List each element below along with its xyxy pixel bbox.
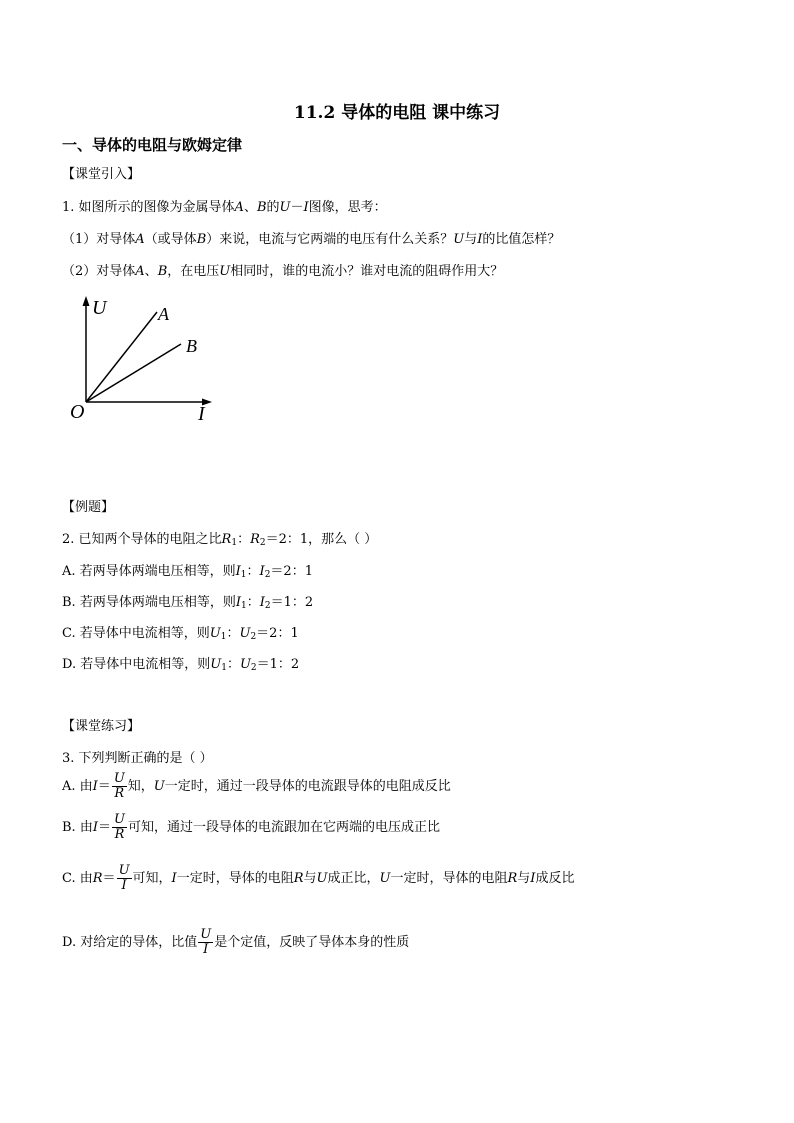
q3-c-fraction xyxy=(117,864,132,893)
q2-a-post: ＝2：1 xyxy=(270,564,313,579)
q3-c-eq: ＝ xyxy=(102,871,116,886)
q1-p1-var-a: A xyxy=(135,232,145,247)
page-title: 11.2 导体的电阻 课中练习 xyxy=(293,103,501,123)
q3-d-fraction xyxy=(198,928,213,957)
q2-r2: R xyxy=(250,532,260,547)
q1-minus: － xyxy=(290,200,304,215)
q3-a-num: U xyxy=(113,771,125,786)
q1-stem-a: 1. 如图所示的图像为金属导体 xyxy=(62,200,235,215)
q1-p1-e: 的比值怎样？ xyxy=(482,232,561,247)
q2-c-u1: U xyxy=(209,626,221,641)
q2-b-i1-sub: 1 xyxy=(240,601,247,611)
q2-r1: R xyxy=(221,532,232,547)
q2-b-pre: B. 若两导体两端电压相等，则 xyxy=(62,595,236,610)
q3-a-eq: ＝ xyxy=(97,779,111,794)
q2-b-i2: I xyxy=(259,595,265,610)
q1-p1-a: （1）对导体 xyxy=(62,232,136,247)
q2-d-u2-sub: 2 xyxy=(250,663,257,673)
practice-label: 【课堂练习】 xyxy=(62,719,141,734)
q2-stem-a: 2. 已知两个导体的电阻之比 xyxy=(62,532,222,547)
q1-sep: 、 xyxy=(243,200,257,215)
q3-a-den: R xyxy=(114,786,125,801)
q2-c-u2: U xyxy=(239,626,251,641)
q2-d-u1-sub: 1 xyxy=(221,663,227,673)
q3-c-post: 可知， xyxy=(132,871,172,886)
q3-b-eq: ＝ xyxy=(97,820,111,835)
q1-p2-a: （2）对导体 xyxy=(62,264,136,279)
line-a xyxy=(86,312,157,402)
q1-p1-b: （或导体 xyxy=(144,232,197,247)
q1-p2-var-a: A xyxy=(135,264,145,279)
q3-c-m1: 一定时，导体的电阻 xyxy=(176,871,294,886)
q2-d-u1: U xyxy=(210,657,222,672)
q1-p1-d: 与 xyxy=(464,232,478,247)
q2-b-post: ＝1：2 xyxy=(270,595,314,610)
q2-a-pre: A. 若两导体两端电压相等，则 xyxy=(62,564,236,579)
q1-p2-var-u: U xyxy=(219,264,231,279)
q3-c-m5: 与 xyxy=(517,871,531,886)
q3-d-pre: D. 对给定的导体，比值 xyxy=(62,935,198,950)
q3-c-r: R xyxy=(92,871,103,886)
q2-d-u2: U xyxy=(239,657,251,672)
q3-c-u1: U xyxy=(316,871,328,886)
q3-stem: 3. 下列判断正确的是（ ） xyxy=(62,751,213,766)
q3-option-d xyxy=(62,928,409,957)
q2-r1-sub: 1 xyxy=(231,538,238,548)
line-a-label: A xyxy=(158,304,169,324)
q3-b-pre: B. 由 xyxy=(62,820,93,835)
q2-b-colon: ： xyxy=(246,595,260,610)
intro-label: 【课堂引入】 xyxy=(62,167,141,182)
q3-c-u2: U xyxy=(379,871,391,886)
q3-option-c xyxy=(62,864,574,893)
q3-b-den: R xyxy=(114,827,125,842)
q2-c-u1-sub: 1 xyxy=(220,632,227,642)
q1-var-i: I xyxy=(303,200,309,215)
q2-d-pre: D. 若导体中电流相等，则 xyxy=(62,657,211,672)
q2-d-colon: ： xyxy=(226,657,240,672)
q1-p1-var-i: I xyxy=(477,232,483,247)
origin-label: O xyxy=(70,401,85,422)
q3-a-fraction xyxy=(112,772,127,801)
q2-c-pre: C. 若导体中电流相等，则 xyxy=(62,626,210,641)
q3-option-b xyxy=(62,813,440,842)
q3-c-m3: 成正比， xyxy=(327,871,380,886)
q1-p2-b: ，在电压 xyxy=(167,264,220,279)
example-label: 【例题】 xyxy=(62,500,115,515)
x-axis-label: I xyxy=(198,403,205,422)
q3-c-pre: C. 由 xyxy=(62,871,93,886)
y-axis-arrow-icon xyxy=(83,296,90,306)
q2-a-colon: ： xyxy=(246,564,260,579)
q1-var-b: B xyxy=(256,200,267,215)
ui-graph xyxy=(66,292,226,422)
q2-a-i1: I xyxy=(235,564,241,579)
q3-d-num: U xyxy=(200,927,212,942)
q2-d-post: ＝1：2 xyxy=(256,657,300,672)
q2-colon: ： xyxy=(237,532,251,547)
q3-d-den: I xyxy=(203,942,209,957)
q2-stem xyxy=(62,532,377,548)
q3-a-tail: 一定时，通过一段导体的电流跟导体的电阻成反比 xyxy=(164,779,451,794)
y-axis-label: U xyxy=(92,297,107,319)
q2-c-colon: ： xyxy=(226,626,240,641)
q1-part1 xyxy=(62,232,560,248)
q1-var-a: A xyxy=(234,200,244,215)
q3-c-num: U xyxy=(118,863,130,878)
q2-a-i2: I xyxy=(259,564,265,579)
q3-c-r2: R xyxy=(507,871,518,886)
q2-option-d xyxy=(62,657,299,673)
q1-p1-var-u: U xyxy=(453,232,465,247)
q1-p1-c: ）来说，电流与它两端的电压有什么关系？ xyxy=(206,232,454,247)
q3-a-post: 知， xyxy=(127,779,154,794)
q3-d-post: 是个定值，反映了导体本身的性质 xyxy=(214,935,410,950)
q3-option-a xyxy=(62,772,451,801)
q3-c-den: I xyxy=(121,878,127,893)
q2-option-c xyxy=(62,626,299,642)
q1-p1-var-b: B xyxy=(196,232,207,247)
line-b xyxy=(86,344,181,402)
q3-c-m2: 与 xyxy=(303,871,317,886)
section-heading: 一、导体的电阻与欧姆定律 xyxy=(62,136,243,154)
q2-c-u2-sub: 2 xyxy=(250,632,257,642)
q1-var-u: U xyxy=(279,200,291,215)
q1-p2-var-b: B xyxy=(157,264,168,279)
q3-b-fraction xyxy=(112,813,127,842)
q3-a-pre: A. 由 xyxy=(62,779,93,794)
q3-c-m4: 一定时，导体的电阻 xyxy=(390,871,508,886)
q1-stem xyxy=(62,200,387,216)
q3-b-num: U xyxy=(113,812,125,827)
q2-b-i1: I xyxy=(235,595,241,610)
q1-of: 的 xyxy=(266,200,280,215)
q2-a-i2-sub: 2 xyxy=(264,570,271,580)
q3-c-m6: 成反比 xyxy=(535,871,575,886)
q1-part2 xyxy=(62,264,503,280)
q1-p2-sep: 、 xyxy=(144,264,158,279)
q2-option-a xyxy=(62,564,313,580)
q2-option-b xyxy=(62,595,313,611)
q3-a-u: U xyxy=(153,779,165,794)
q3-c-i2: I xyxy=(530,871,536,886)
q3-a-i: I xyxy=(92,779,98,794)
line-b-label: B xyxy=(186,336,197,356)
q3-c-i1: I xyxy=(171,871,177,886)
q3-c-r1: R xyxy=(293,871,304,886)
q1-p2-c: 相同时，谁的电流小？谁对电流的阻碍作用大？ xyxy=(230,264,504,279)
q1-stem-b: 图像，思考： xyxy=(308,200,387,215)
q2-b-i2-sub: 2 xyxy=(264,601,271,611)
q2-c-post: ＝2：1 xyxy=(256,626,299,641)
q3-b-i: I xyxy=(92,820,98,835)
q2-r2-sub: 2 xyxy=(259,538,266,548)
q2-a-i1-sub: 1 xyxy=(240,570,247,580)
q2-stem-b: ＝2：1，那么（ ） xyxy=(265,532,378,547)
q3-b-post: 可知，通过一段导体的电流跟加在它两端的电压成正比 xyxy=(127,820,440,835)
